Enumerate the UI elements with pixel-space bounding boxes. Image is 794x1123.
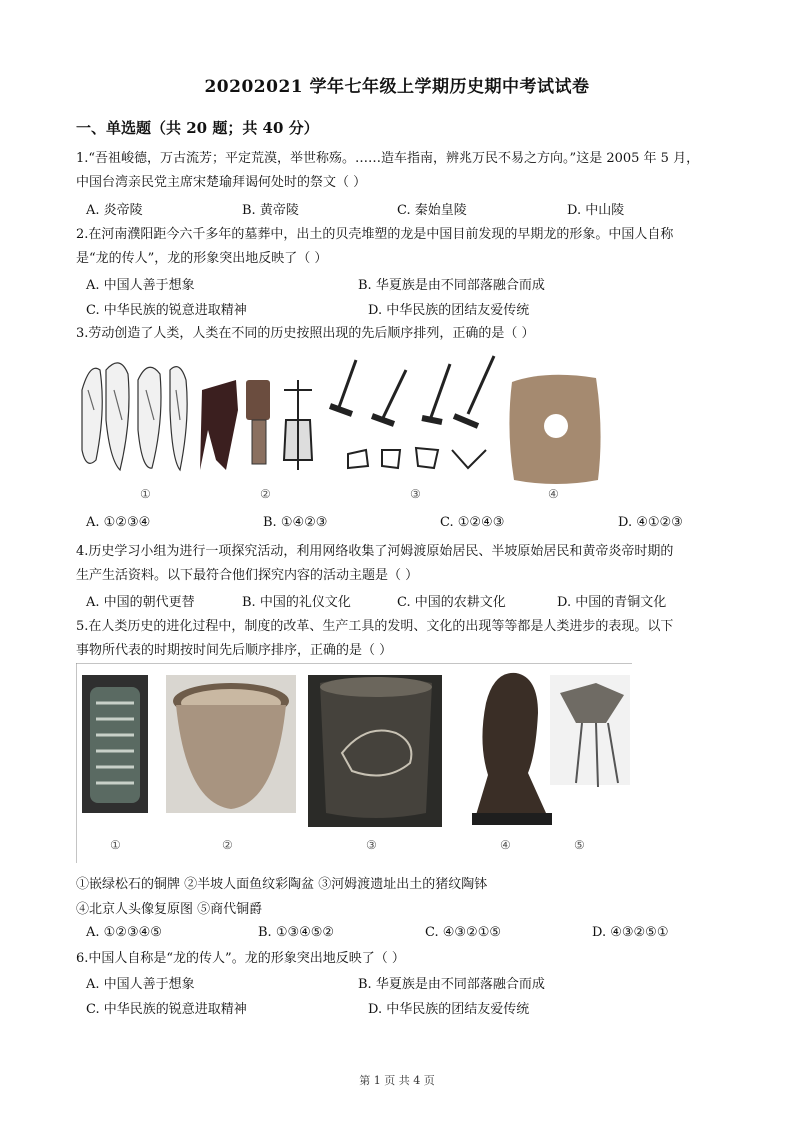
perforated-stone-axe-image xyxy=(509,375,600,484)
option-c[interactable]: C. 中国的农耕文化 xyxy=(397,595,506,610)
option-b[interactable]: B. 中国的礼仪文化 xyxy=(242,595,351,610)
option-a[interactable]: A. 中国人善于想象 xyxy=(86,278,195,293)
figure-label-4: ④ xyxy=(548,487,559,501)
question-2 xyxy=(76,223,726,271)
pottery-basin-image xyxy=(166,675,296,813)
question-2-line2: 是“龙的传人”，龙的形象突出地反映了（ ） xyxy=(76,251,328,266)
question-4 xyxy=(76,540,726,588)
option-a[interactable]: A. 中国的朝代更替 xyxy=(86,595,195,610)
question-3 xyxy=(76,322,726,346)
question-2-line1: 2.在河南濮阳距今六千多年的墓葬中，出土的贝壳堆塑的龙是中国目前发现的早期龙的形象。中国人自称 xyxy=(76,227,674,242)
option-d[interactable]: D. ④③②⑤① xyxy=(592,925,669,940)
option-d[interactable]: D. 中山陵 xyxy=(567,203,625,218)
question-3-line1: 3.劳动创造了人类，人类在不同的历史按照出现的先后顺序排列，正确的是（ ） xyxy=(76,326,535,341)
question-4-line1: 4.历史学习小组为进行一项探究活动，利用网络收集了河姆渡原始居民、半坡原始居民和黄帝炎帝时期的 xyxy=(76,544,674,559)
shang-bronze-jue-image xyxy=(550,675,630,787)
question-1-line1: 1.“吾祖峻德，万古流芳；平定荒漠，举世称殇。……造车指南，辨兆万民不易之方向。”这是 2005 年 5 月， xyxy=(76,151,700,166)
option-c[interactable]: C. ①②④③ xyxy=(440,515,505,530)
question-5-line1: 5.在人类历史的进化过程中，制度的改革、生产工具的发明、文化的出现等等都是人类进步的表现。以下 xyxy=(76,619,674,634)
hafted-tools-image xyxy=(330,356,494,468)
exam-title: 20202021 学年七年级上学期历史期中考试试卷 xyxy=(204,77,590,97)
bronze-plaque-image xyxy=(82,675,148,813)
option-b[interactable]: B. 华夏族是由不同部落融合而成 xyxy=(358,278,545,293)
question-3-figure xyxy=(76,350,636,510)
option-d[interactable]: D. 中华民族的团结友爱传统 xyxy=(368,1002,530,1017)
peking-man-head-image xyxy=(472,673,552,825)
option-b[interactable]: B. 黄帝陵 xyxy=(242,203,299,218)
section-heading: 一、单选题（共 20 题；共 40 分） xyxy=(76,119,319,137)
figure-label-3: ③ xyxy=(366,838,377,852)
question-3-options xyxy=(86,515,716,537)
question-2-options-row1 xyxy=(86,274,716,296)
option-c[interactable]: C. 中华民族的锐意进取精神 xyxy=(86,1002,247,1017)
figure-label-2: ② xyxy=(260,487,271,501)
option-b[interactable]: B. ①④②③ xyxy=(263,515,328,530)
figure-label-1: ① xyxy=(110,838,121,852)
option-d[interactable]: D. 中华民族的团结友爱传统 xyxy=(368,303,530,318)
pig-pattern-bowl-image xyxy=(308,675,442,827)
option-c[interactable]: C. ④③②①⑤ xyxy=(425,925,502,940)
question-6-line1: 6.中国人自称是“龙的传人”。龙的形象突出地反映了（ ） xyxy=(76,951,405,966)
question-4-line2: 生产生活资料。以下最符合他们探究内容的活动主题是（ ） xyxy=(76,568,419,583)
question-5-line2: 事物所代表的时期按时间先后顺序排序，正确的是（ ） xyxy=(76,643,393,658)
question-1 xyxy=(76,147,726,195)
question-1-options xyxy=(86,199,716,221)
figure-label-3: ③ xyxy=(410,487,421,501)
option-a[interactable]: A. ①②③④⑤ xyxy=(86,925,162,940)
option-c[interactable]: C. 秦始皇陵 xyxy=(397,203,467,218)
option-a[interactable]: A. 中国人善于想象 xyxy=(86,977,195,992)
question-5 xyxy=(76,615,726,663)
figure-label-4: ④ xyxy=(500,838,511,852)
question-4-options xyxy=(86,591,716,613)
question-5-captions-1: ①嵌绿松石的铜牌 ②半坡人面鱼纹彩陶盆 ③河姆渡遗址出土的猪纹陶钵 xyxy=(76,877,488,892)
question-6 xyxy=(76,947,726,971)
question-5-figure xyxy=(76,663,632,863)
question-6-options-row1 xyxy=(86,973,716,995)
question-5-captions-2: ④北京人头像复原图 ⑤商代铜爵 xyxy=(76,902,263,917)
option-b[interactable]: B. 华夏族是由不同部落融合而成 xyxy=(358,977,545,992)
question-6-options-row2 xyxy=(86,998,716,1020)
option-d[interactable]: D. ④①②③ xyxy=(618,515,683,530)
option-c[interactable]: C. 中华民族的锐意进取精神 xyxy=(86,303,247,318)
page-footer: 第 1 页 共 4 页 xyxy=(359,1074,435,1087)
stone-hoe-image xyxy=(200,380,312,470)
option-a[interactable]: A. 炎帝陵 xyxy=(86,203,143,218)
question-1-line2: 中国台湾亲民党主席宋楚瑜拜谒何处时的祭文（ ） xyxy=(76,175,367,190)
question-5-options xyxy=(86,925,716,947)
figure-label-2: ② xyxy=(222,838,233,852)
figure-label-1: ① xyxy=(140,487,151,501)
chipped-stone-tools-image xyxy=(82,363,187,470)
figure-label-5: ⑤ xyxy=(574,838,585,852)
option-b[interactable]: B. ①③④⑤② xyxy=(258,925,335,940)
option-a[interactable]: A. ①②③④ xyxy=(86,515,151,530)
option-d[interactable]: D. 中国的青铜文化 xyxy=(557,595,667,610)
question-2-options-row2 xyxy=(86,299,716,321)
